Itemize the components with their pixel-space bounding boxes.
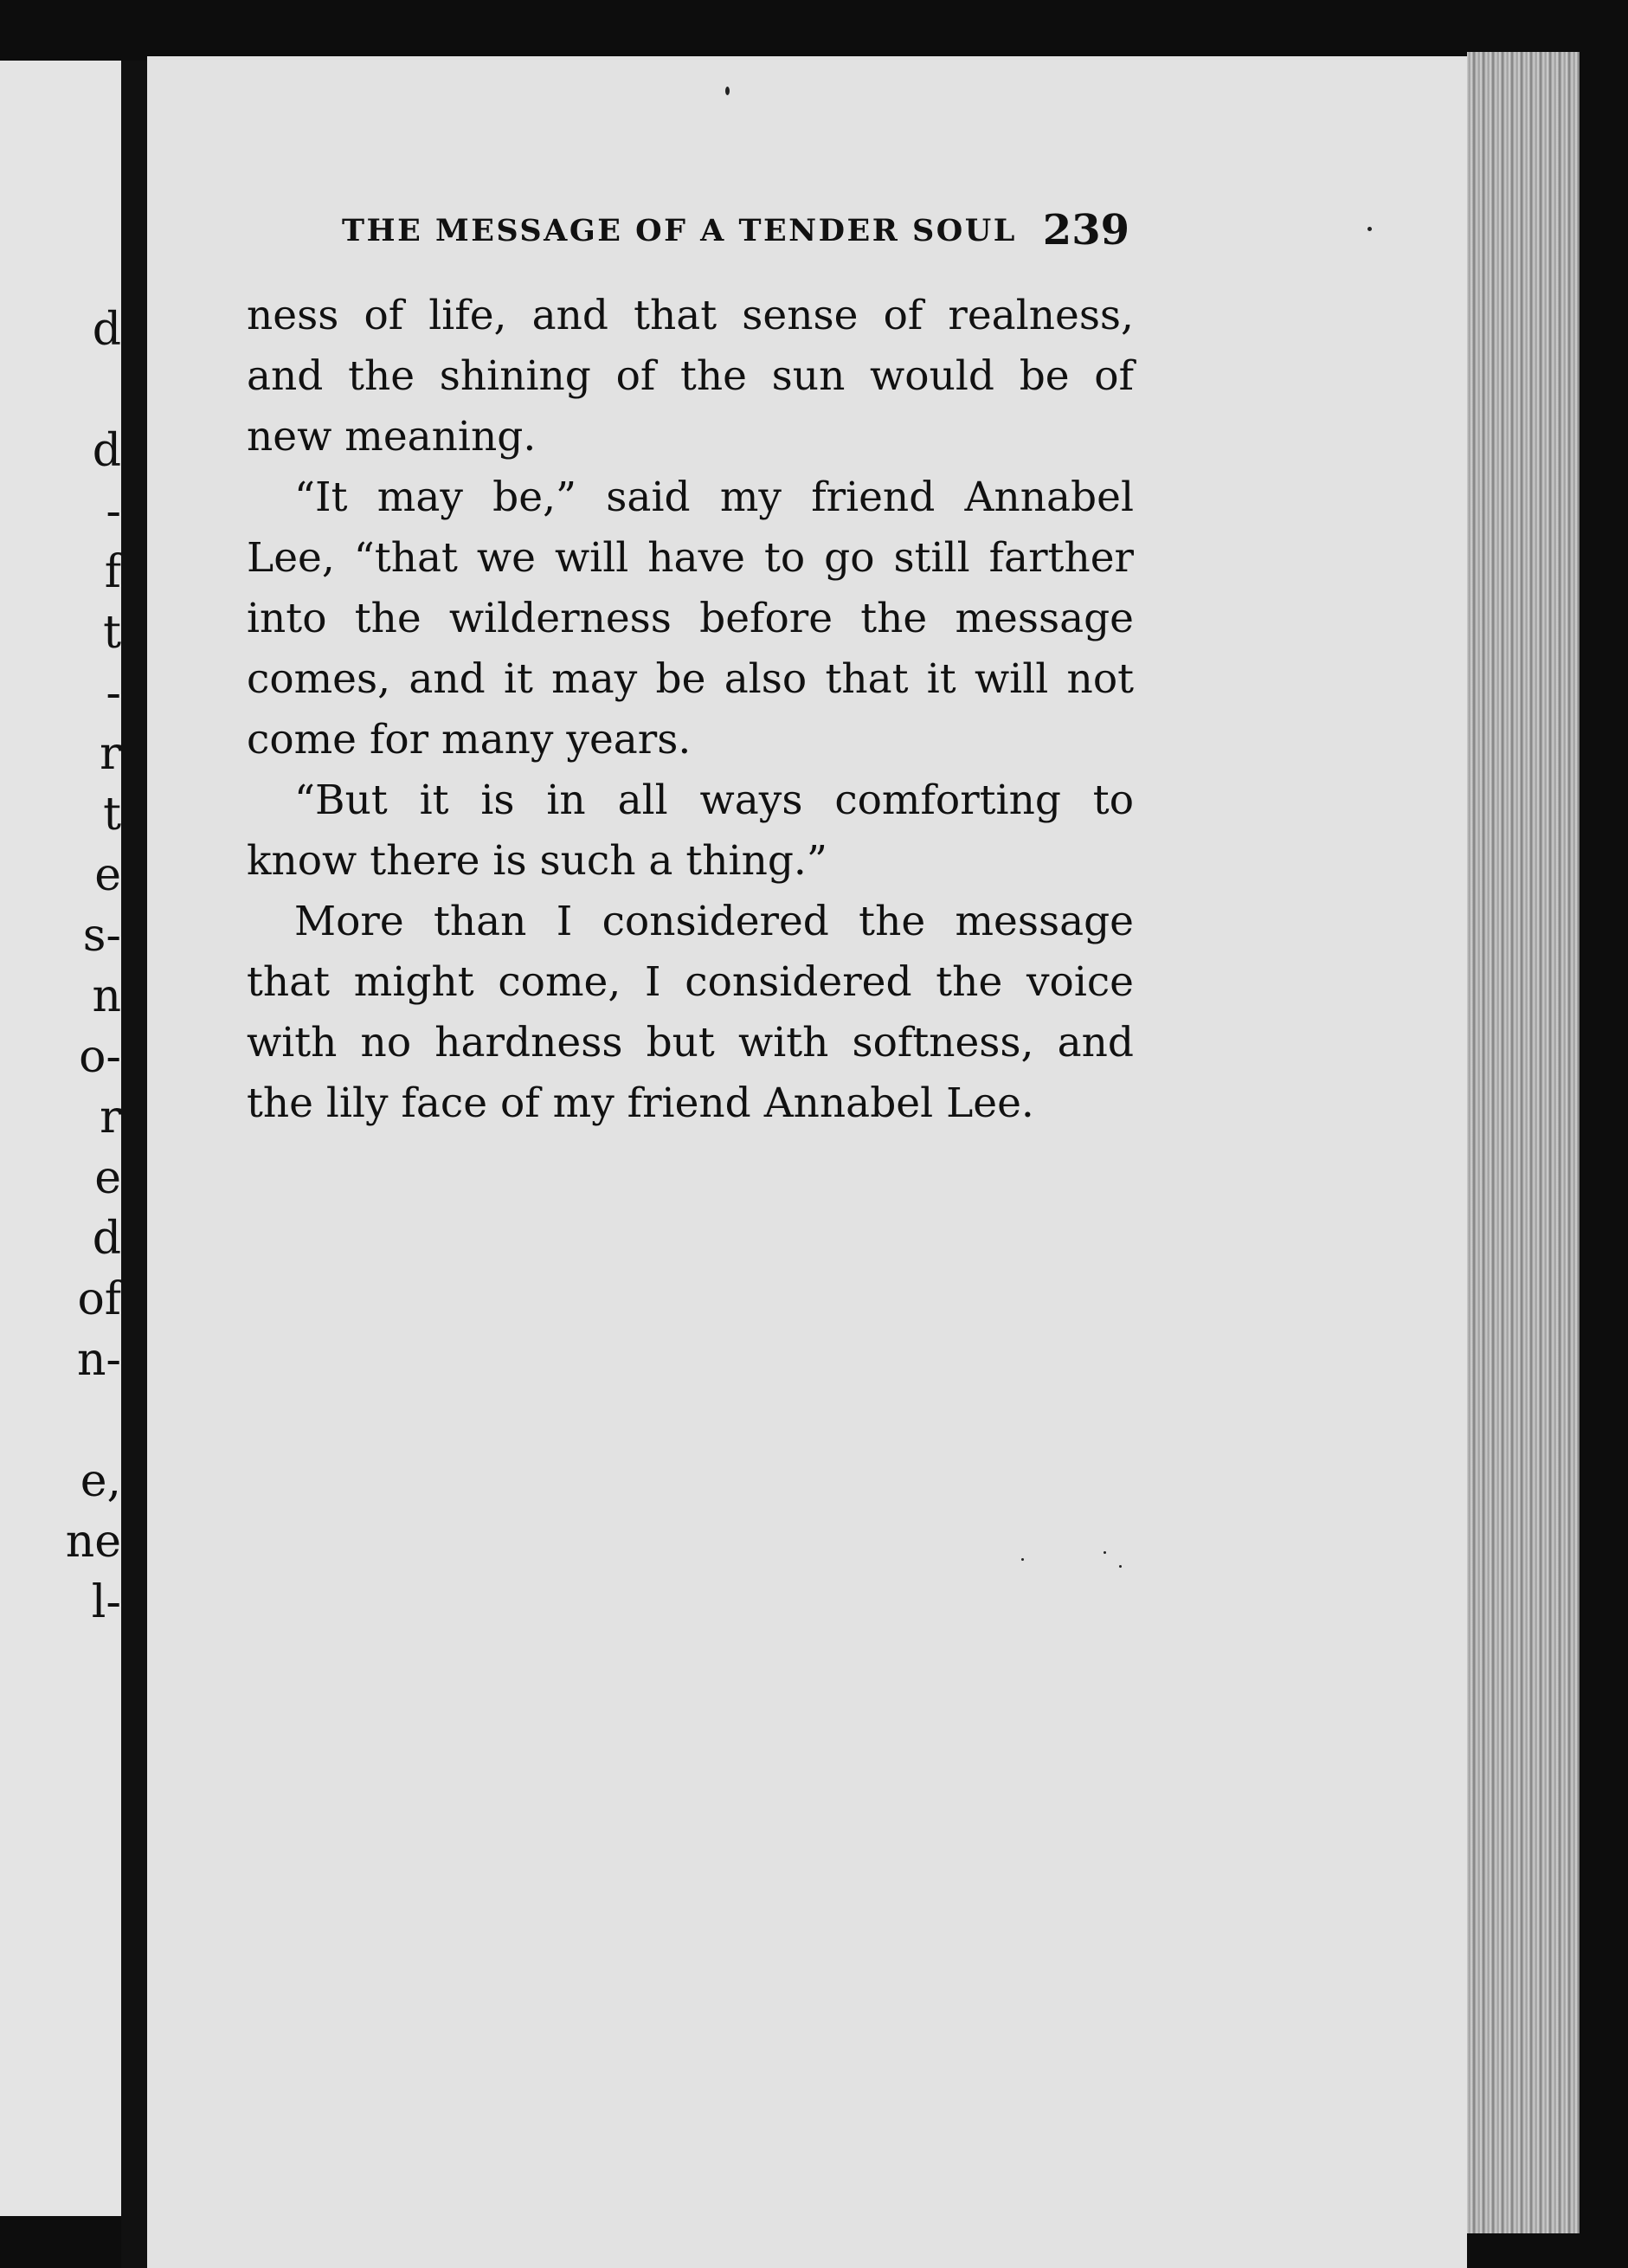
facing-fragment: of: [77, 1273, 121, 1325]
facing-fragment: -: [106, 667, 121, 719]
scan-speck: [1119, 1565, 1122, 1568]
text-line: Lee, “that we will have to go still farther: [247, 534, 1134, 582]
scan-speck: [1021, 1558, 1024, 1561]
text-line: and the shining of the sun would be of: [247, 352, 1134, 400]
facing-fragment: ne: [65, 1516, 121, 1568]
facing-fragment: n: [92, 970, 121, 1022]
text-line: with no hardness but with softness, and: [247, 1019, 1134, 1066]
text-line: More than I considered the message: [294, 898, 1134, 945]
facing-fragment: o-: [79, 1031, 121, 1083]
facing-fragment: n-: [76, 1334, 121, 1386]
facing-fragment: e: [94, 1152, 121, 1204]
facing-fragment: e,: [80, 1455, 121, 1507]
scan-speck: [725, 87, 730, 95]
running-head: [342, 206, 1129, 258]
facing-fragment: l-: [91, 1576, 121, 1628]
facing-fragment: r: [100, 1092, 121, 1144]
facing-fragment: -: [106, 486, 121, 538]
text-line: comes, and it may be also that it will not: [247, 655, 1134, 703]
text-line: into the wilderness before the message: [247, 595, 1134, 642]
facing-page: [0, 61, 121, 2216]
facing-fragment: d: [92, 425, 121, 477]
facing-fragment: e: [94, 849, 121, 901]
edge-shadow: [1580, 52, 1628, 2268]
text-line: “It may be,” said my friend Annabel: [294, 474, 1134, 521]
text-line: the lily face of my friend Annabel Lee.: [247, 1079, 1034, 1127]
facing-fragment: d: [92, 1213, 121, 1265]
page-edges: [1467, 52, 1580, 2233]
text-line: ness of life, and that sense of realness,: [247, 292, 1134, 339]
facing-fragment: r: [100, 728, 121, 780]
page-number: 239: [1042, 206, 1129, 255]
text-line: new meaning.: [247, 413, 537, 461]
facing-fragment: f: [104, 546, 121, 598]
scan-speck: [1104, 1551, 1106, 1554]
text-line: come for many years.: [247, 716, 692, 764]
facing-fragment: t: [103, 607, 121, 659]
scan-speck: [1367, 227, 1372, 231]
text-line: know there is such a thing.”: [247, 837, 827, 885]
text-line: “But it is in all ways comforting to: [294, 776, 1134, 824]
facing-fragment: s-: [82, 910, 121, 962]
running-title: THE MESSAGE OF A TENDER SOUL: [342, 213, 1017, 248]
book-gutter: [121, 61, 147, 2268]
text-line: that might come, I considered the voice: [247, 958, 1134, 1006]
facing-fragment: t: [103, 789, 121, 841]
facing-fragment: d: [92, 304, 121, 356]
